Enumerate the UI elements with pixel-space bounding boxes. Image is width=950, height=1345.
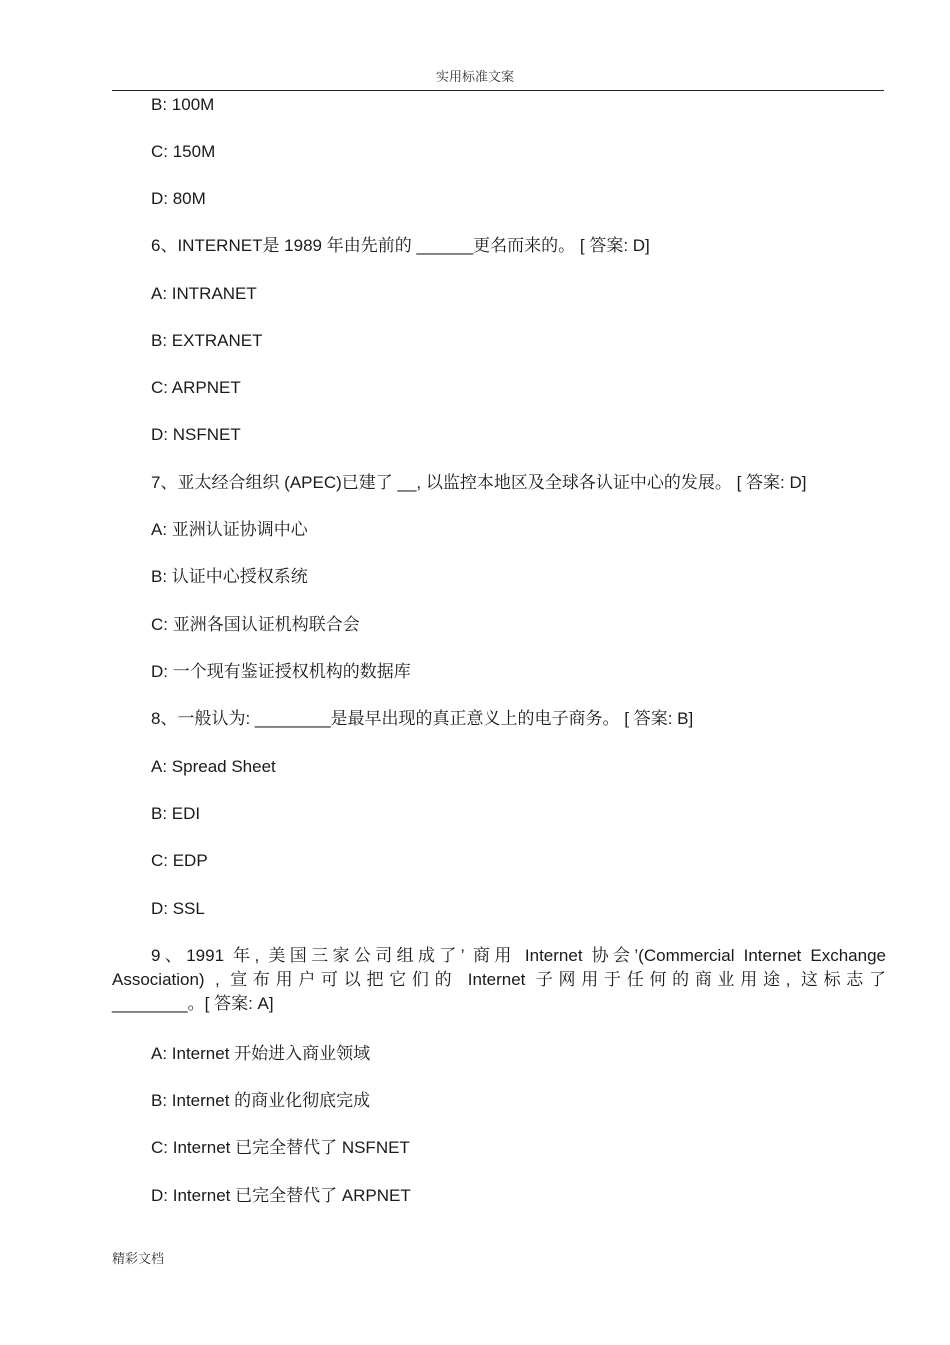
question-9-line-2: Association) , 宣布用户可以把它们的 Internet 子网用于任何的商业用途, 这标志了 [112,970,886,989]
option-c-q5: C: 150M [151,142,216,161]
question-8: 8、一般认为: ________是最早出现的真正意义上的电子商务。 [ 答案: B] [151,709,694,728]
option-a-q8: A: Spread Sheet [151,757,276,776]
option-a-q9: A: Internet 开始进入商业领域 [151,1044,371,1063]
option-a-q6: A: INTRANET [151,284,257,303]
option-b-q7: B: 认证中心授权系统 [151,567,308,586]
question-9-line-3: ________。[ 答案: A] [112,994,274,1013]
page-header: 实用标准文案 [435,70,514,85]
option-c-q8: C: EDP [151,851,208,870]
option-a-q7: A: 亚洲认证协调中心 [151,520,308,539]
question-7: 7、亚太经合组织 (APEC)已建了 __, 以监控本地区及全球各认证中心的发展。 [ 答案: D] [151,473,807,492]
option-b-q8: B: EDI [151,804,201,823]
header-divider [112,90,884,91]
option-d-q6: D: NSFNET [151,425,241,444]
option-d-q7: D: 一个现有鉴证授权机构的数据库 [151,662,411,681]
question-9 [112,944,886,1016]
option-b-q5: B: 100M [151,95,215,114]
page-footer: 精彩文档 [112,1252,165,1267]
option-c-q7: C: 亚洲各国认证机构联合会 [151,615,360,634]
option-d-q8: D: SSL [151,899,205,918]
option-d-q9: D: Internet 已完全替代了 ARPNET [151,1186,411,1205]
option-d-q5: D: 80M [151,189,206,208]
question-9-line-1: 9、1991 年, 美国三家公司组成了’ 商用 Internet 协会’(Commercial Internet Exchange [151,946,886,965]
option-b-q9: B: Internet 的商业化彻底完成 [151,1091,371,1110]
option-b-q6: B: EXTRANET [151,331,263,350]
question-6: 6、INTERNET是 1989 年由先前的 ______更名而来的。 [ 答案: D] [151,236,650,255]
option-c-q6: C: ARPNET [151,378,241,397]
option-c-q9: C: Internet 已完全替代了 NSFNET [151,1138,410,1157]
